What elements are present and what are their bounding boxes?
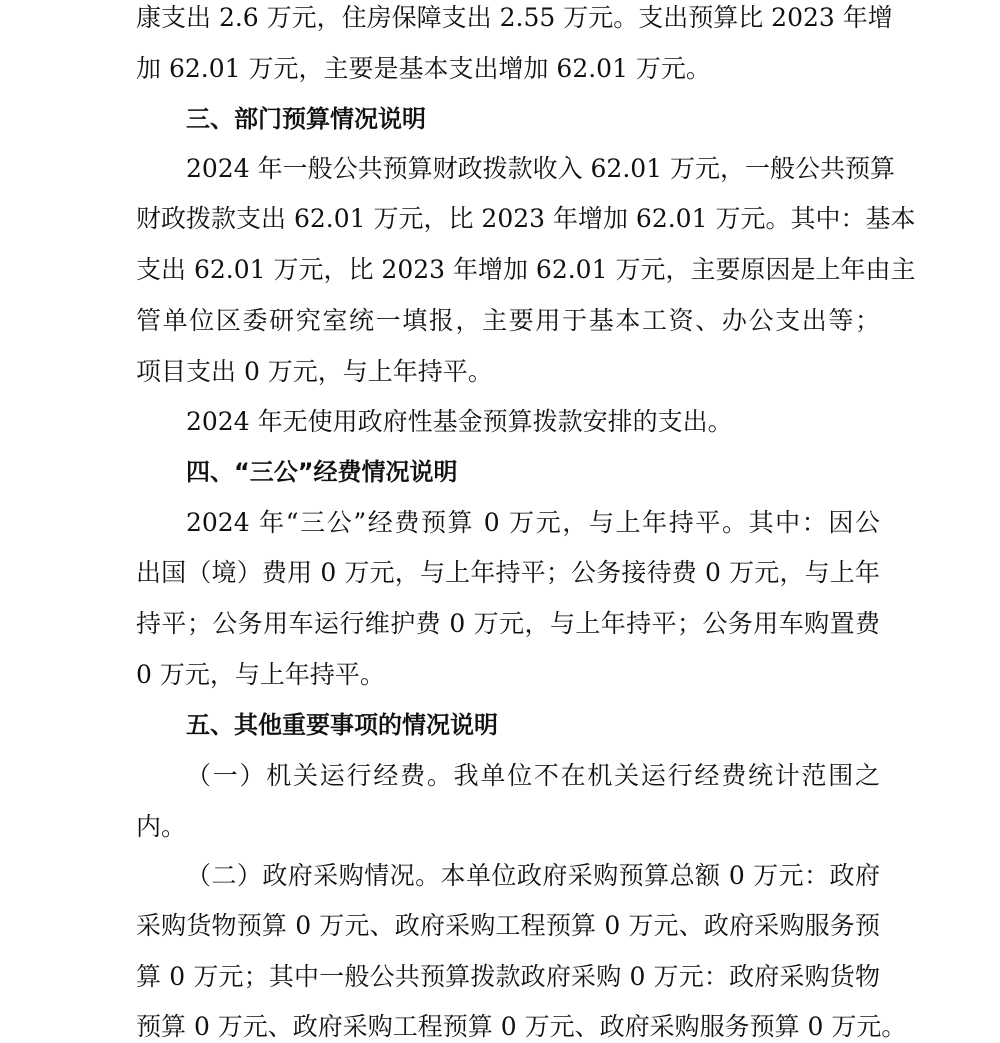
section-heading: 三、部门预算情况说明 — [186, 105, 426, 133]
paragraph-line: 2024 年无使用政府性基金预算拨款安排的支出。 — [186, 407, 733, 436]
paragraph-line: 2024 年“三公”经费预算 0 万元，与上年持平。其中：因公 — [186, 508, 880, 537]
paragraph-line: 2024 年一般公共预算财政拨款收入 62.01 万元，一般公共预算 — [186, 154, 896, 183]
paragraph-line: 康支出 2.6 万元，住房保障支出 2.55 万元。支出预算比 2023 年增 — [136, 3, 893, 32]
paragraph-line: 算 0 万元；其中一般公共预算拨款政府采购 0 万元：政府采购货物 — [136, 962, 880, 991]
paragraph-line: 加 62.01 万元，主要是基本支出增加 62.01 万元。 — [136, 54, 711, 83]
paragraph-line: （一）机关运行经费。我单位不在机关运行经费统计范围之 — [186, 761, 880, 790]
paragraph-line: 内。 — [136, 812, 187, 841]
section-heading: 五、其他重要事项的情况说明 — [186, 711, 498, 739]
paragraph-line: 财政拨款支出 62.01 万元，比 2023 年增加 62.01 万元。其中：基本 — [136, 204, 916, 233]
paragraph-line: 出国（境）费用 0 万元，与上年持平；公务接待费 0 万元，与上年 — [136, 558, 880, 587]
paragraph-line: 持平；公务用车运行维护费 0 万元，与上年持平；公务用车购置费 — [136, 609, 880, 638]
paragraph-line: 0 万元，与上年持平。 — [136, 660, 385, 689]
paragraph-line: 项目支出 0 万元，与上年持平。 — [136, 357, 493, 386]
paragraph-line: 采购货物预算 0 万元、政府采购工程预算 0 万元、政府采购服务预 — [136, 911, 880, 940]
section-heading: 四、“三公”经费情况说明 — [186, 458, 458, 486]
paragraph-line: 管单位区委研究室统一填报，主要用于基本工资、办公支出等； — [136, 306, 880, 335]
paragraph-line: 支出 62.01 万元，比 2023 年增加 62.01 万元，主要原因是上年由主 — [136, 255, 916, 284]
paragraph-line: 预算 0 万元、政府采购工程预算 0 万元、政府采购服务预算 0 万元。 — [136, 1012, 907, 1041]
paragraph-line: （二）政府采购情况。本单位政府采购预算总额 0 万元：政府 — [186, 861, 880, 890]
